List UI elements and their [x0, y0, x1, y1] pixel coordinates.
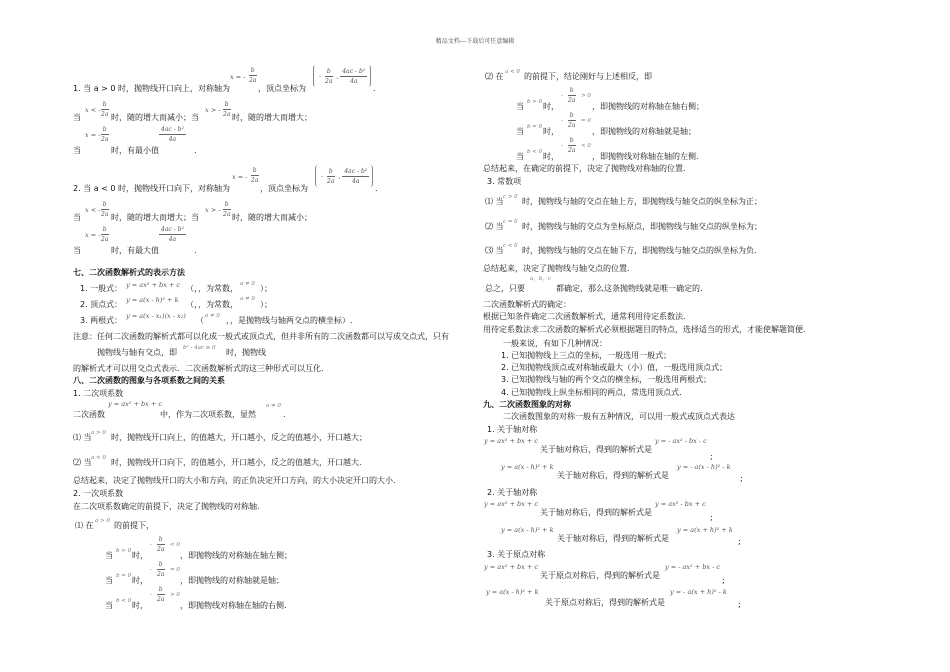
sign: = 0 [581, 118, 591, 124]
constant-case-3-label: ⑶ 当 [485, 246, 504, 255]
ratio-fraction: $\frac{b}{2a}$ [568, 112, 576, 129]
period: . [375, 184, 378, 193]
condition: a ≠ 0 [266, 403, 281, 409]
linear-coefficient-title: 2. 一次项系数 [73, 489, 124, 498]
general-form-formula: y = ax² + bx + c [126, 281, 181, 289]
case-2-label: ⑵ 当 [73, 458, 92, 467]
when-label: 当 [105, 551, 113, 560]
axis-is-y-text: ，即抛物线的对称轴就是轴； [592, 127, 696, 136]
x-greater-formula: x > - [205, 206, 221, 214]
premise-label: ⑵ 在 [485, 72, 504, 81]
minus: - [561, 118, 563, 124]
x-axis-result-text: 关于轴对称后，得到的解析式是 [540, 445, 652, 454]
x-equal-formula: x = - [85, 231, 101, 239]
condition: b > 0 [116, 548, 132, 554]
sign: > 0 [170, 592, 180, 598]
then-label: 时， [132, 576, 148, 585]
close-paren: ）； [260, 284, 272, 293]
constant-case-2-text: 时，抛物线与轴的交点为坐标原点，即抛物线与轴交点的纵坐标为； [522, 222, 762, 231]
summary-2: 总结起来，在确定的前提下，决定了抛物线对称轴的位置. [483, 164, 686, 173]
x-greater-formula: x > - [205, 106, 221, 114]
axis-fraction: $\frac{b}{2a}$ [251, 167, 259, 184]
when-label: 当 [516, 127, 524, 136]
case-three-points: 1. 已知抛物线上三点的坐标，一般选用一般式； [501, 351, 672, 360]
determination-title: 二次函数解析式的确定： [483, 300, 571, 309]
sign: < 0 [170, 542, 180, 548]
semicolon: ; [738, 537, 741, 546]
then-label: 时， [543, 127, 559, 136]
x-equal-fraction: $\frac{b}{2a}$ [101, 226, 109, 243]
section-7-title: 七、二次函数解析式的表示方法 [73, 268, 185, 277]
origin-vertex-result: y = - a(x + h)² - k [670, 588, 727, 596]
condition: a < 0 [91, 455, 106, 461]
axis-left-text: ，即抛物线对称轴在轴的左侧. [592, 152, 699, 161]
period: . [283, 410, 286, 419]
x-equal-formula: x = - [85, 131, 101, 139]
min-value-fraction: $\frac{\text{4ac - b²}}{4a}$ [161, 126, 184, 143]
root-form-label: 3. 两根式： [80, 316, 123, 325]
axis-left-text: ，即抛物线的对称轴在轴左侧； [180, 551, 292, 560]
open-paren: （ [196, 316, 204, 325]
x-axis-vertex-result: y = - a(x - h)² - k [677, 463, 731, 471]
case-two-roots: 3. 已知抛物线与轴的两个交点的横坐标，一般选用两根式； [501, 375, 712, 384]
discriminant-condition: b² - 4ac ≥ 0 [183, 345, 216, 351]
case-a-negative: 2. 当 a < 0 时，抛物线开口向下，对称轴为 [73, 184, 231, 193]
constant-case-2-label: ⑵ 当 [485, 222, 504, 231]
when-label: 当 [516, 152, 524, 161]
vertex-form-note: （，，为常数， [186, 300, 238, 309]
condition: b = 0 [116, 573, 132, 579]
axis-right-text: ，即抛物线的对称轴在轴右侧； [592, 102, 704, 111]
when-label: 当 [73, 246, 81, 255]
vertex-label: ，顶点坐标为 [260, 184, 308, 193]
case-same-ordinate: 4. 已知抛物线上纵坐标相同的两点，常选用顶点式． [501, 388, 688, 397]
semicolon: ; [722, 576, 725, 585]
premise-label: ⑴ 在 [75, 521, 94, 530]
when-label: 当 [105, 576, 113, 585]
axis-right-text: ，即抛物线对称轴在轴的右侧. [180, 601, 287, 610]
min-value-text: 时，有最小值 [111, 146, 159, 155]
x-greater-fraction: $\frac{b}{2a}$ [223, 201, 231, 218]
section-9-title: 九、二次函数图象的对称 [483, 400, 571, 409]
increase-text: 时，随的增大而增大； [232, 113, 312, 122]
case-1-text: 时，抛物线开口向上，的值越大，开口越小，反之的值越小，开口越大； [111, 433, 367, 442]
summary-4-tail: 都确定，那么这条抛物线就是唯一确定的. [556, 284, 703, 293]
x-less-fraction: $\frac{b}{2a}$ [101, 201, 109, 218]
condition: b < 0 [116, 598, 132, 604]
constant-case-1-label: ⑴ 当 [485, 197, 504, 206]
minus: - [561, 143, 563, 149]
when-label: 当 [73, 113, 81, 122]
x-axis-general-result: y = - ax² - bx - c [655, 437, 707, 445]
condition: c < 0 [503, 243, 518, 249]
x-less-fraction: $\frac{b}{2a}$ [101, 101, 109, 118]
ratio-fraction: $\frac{b}{2a}$ [568, 137, 576, 154]
case-a-positive: 1. 当 a > 0 时，抛物线开口向上，对称轴为 [73, 84, 231, 93]
origin-result-text: 关于原点对称后，得到的解析式是 [540, 571, 660, 580]
condition: a ≠ 0 [205, 313, 220, 319]
linear-coefficient-text: 在二次项系数确定的前提下，决定了抛物线的对称轴. [73, 502, 260, 511]
semicolon: ; [738, 600, 741, 609]
axis-fraction: $\frac{b}{2a}$ [249, 67, 257, 84]
minus: - [150, 592, 152, 598]
summary-1: 总结起来，决定了抛物线开口的大小和方向，的正负决定开口方向，的大小决定开口的大小. [73, 476, 396, 485]
premise-text: 的前提下， [114, 521, 154, 530]
period: . [194, 246, 197, 255]
axis-is-y-text: ，即抛物线的对称轴就是轴； [180, 576, 284, 585]
summary-4: 总之，只要 [485, 284, 525, 293]
when-label: 当 [73, 213, 81, 222]
axis-formula-label: x = - [232, 173, 248, 181]
then-label: 时， [543, 152, 559, 161]
max-value-text: 时，有最大值 [111, 246, 159, 255]
condition: a < 0 [505, 69, 520, 75]
y-axis-result-text: 关于轴对称后，得到的解析式是 [540, 508, 652, 517]
general-formula: y = ax² + bx + c [484, 563, 539, 571]
x-axis-title: 1. 关于轴对称 [487, 425, 538, 434]
condition: a > 0 [95, 518, 110, 524]
note-line-2: 抛物线与轴有交点，即 [97, 348, 177, 357]
condition: b = 0 [527, 124, 543, 130]
vertex-form-label: 2. 顶点式： [80, 300, 123, 309]
sign: > 0 [581, 93, 591, 99]
premise-text: 的前提下，结论刚好与上述相反，即 [524, 72, 652, 81]
period: . [194, 146, 197, 155]
then-label: 时， [543, 102, 559, 111]
condition: c > 0 [503, 194, 518, 200]
vertex-formula: y = a(x - h)² + k [486, 588, 539, 596]
semicolon: ; [740, 474, 743, 483]
y-axis-title: 2. 关于轴对称 [487, 488, 538, 497]
x-axis-result-text: 关于轴对称后，得到的解析式是 [557, 471, 669, 480]
vertex-label: ，顶点坐标为 [258, 84, 306, 93]
y-axis-general-result: y = ax² - bx + c [655, 500, 706, 508]
case-2-text: 时，抛物线开口向下，的值越小，开口越小，反之的值越大，开口越大. [111, 458, 362, 467]
condition: a ≠ 0 [240, 281, 255, 287]
constant-title: 3. 常数项 [487, 177, 522, 186]
ratio-fraction: $\frac{b}{2a}$ [157, 536, 165, 553]
ratio-fraction: $\frac{b}{2a}$ [568, 87, 576, 104]
general-formula: y = ax² + bx + c [484, 437, 539, 445]
then-label: 时， [132, 601, 148, 610]
case-1-label: ⑴ 当 [73, 433, 92, 442]
x-less-formula: x < - [85, 106, 101, 114]
decrease-text: 时，随的增大而减小； [232, 213, 312, 222]
x-greater-fraction: $\frac{b}{2a}$ [223, 101, 231, 118]
condition: b > 0 [527, 99, 543, 105]
origin-title: 3. 关于原点对称 [487, 550, 546, 559]
max-value-fraction: $\frac{\text{4ac - b²}}{4a}$ [161, 226, 184, 243]
general-formula: y = ax² + bx + c [484, 500, 539, 508]
vertex-form-formula: y = a(x - h)² + k [126, 296, 179, 304]
condition: b < 0 [527, 149, 543, 155]
x-equal-fraction: $\frac{b}{2a}$ [101, 126, 109, 143]
section-8-title: 八、二次函数的图象与各项系数之间的关系 [73, 376, 225, 385]
note-line-2-tail: 时，抛物线 [226, 348, 266, 357]
page-header: 精品文档---下载后可任意编辑 [435, 38, 515, 45]
quadratic-text-tail: 中，作为二次项系数，显然 [160, 410, 256, 419]
vertex-formula: y = a(x - h)² + k [501, 526, 554, 534]
vertex-coordinate: - $\frac{b}{2a}$ , $\frac{\text{4ac - b²}}{4a}$ [313, 65, 371, 87]
increase-text: 时，随的增大而增大；当 [111, 213, 199, 222]
axis-formula-label: x = - [230, 73, 246, 81]
y-axis-result-text: 关于轴对称后，得到的解析式是 [557, 534, 669, 543]
semicolon: ; [710, 452, 713, 461]
decrease-text: 时，随的增大而减小；当 [111, 113, 199, 122]
when-label: 当 [105, 601, 113, 610]
minus: - [561, 93, 563, 99]
constant-case-3-text: 时，抛物线与轴的交点在轴下方，即抛物线与轴交点的纵坐标为负. [522, 246, 757, 255]
minus: - [150, 567, 152, 573]
condition: a > 0 [91, 430, 106, 436]
origin-result-text: 关于原点对称后，得到的解析式是 [545, 598, 665, 607]
minus: - [150, 542, 152, 548]
root-form-note: ，，是抛物线与轴两交点的横坐标）. [226, 316, 353, 325]
close-paren: ）； [260, 300, 272, 309]
summary-3: 总结起来，决定了抛物线与轴交点的位置. [483, 264, 630, 273]
when-label: 当 [73, 146, 81, 155]
symmetry-intro: 二次函数图象的对称一般有五种情况，可以用一般式或顶点式表达 [503, 412, 735, 421]
origin-general-result: y = - ax² + bx - c [665, 563, 721, 571]
quadratic-coefficient-title: 1. 二次项系数 [73, 389, 124, 398]
sign: < 0 [581, 143, 591, 149]
quadratic-text: 二次函数 [73, 410, 105, 419]
coefficients: a，b，c [530, 276, 551, 282]
when-label: 当 [516, 102, 524, 111]
general-form-label: 1. 一般式： [80, 284, 123, 293]
ratio-fraction: $\frac{b}{2a}$ [157, 586, 165, 603]
then-label: 时， [132, 551, 148, 560]
sign: = 0 [170, 567, 180, 573]
determination-line-1: 根据已知条件确定二次函数解析式，通常利用待定系数法． [483, 312, 691, 321]
ratio-fraction: $\frac{b}{2a}$ [157, 561, 165, 578]
determination-line-3: 一般来说，有如下几种情况： [503, 339, 607, 348]
vertex-coordinate: - $\frac{b}{2a}$ , $\frac{\text{4ac - b²}}{4a}$ [315, 165, 373, 187]
case-vertex: 2. 已知抛物线顶点或对称轴或最大（小）值，一般选用顶点式； [501, 363, 728, 372]
general-form-note: （，，为常数， [186, 284, 238, 293]
period: . [373, 84, 376, 93]
vertex-formula: y = a(x - h)² + k [501, 463, 554, 471]
y-axis-vertex-result: y = a(x + h)² + k [677, 526, 733, 534]
constant-case-1-text: 时，抛物线与轴的交点在轴上方，即抛物线与轴交点的纵坐标为正； [522, 197, 762, 206]
root-form-formula: y = a(x - x₁)(x - x₂) [126, 312, 186, 320]
note-line-3: 的解析式才可以用交点式表示．二次函数解析式的这三种形式可以互化. [73, 364, 324, 373]
determination-line-2: 用待定系数法求二次函数的解析式必须根据题目的特点，选择适当的形式，才能使解题简便． [483, 325, 811, 334]
condition: c = 0 [503, 219, 518, 225]
semicolon: ; [710, 513, 713, 522]
condition: a ≠ 0 [240, 296, 255, 302]
quadratic-formula: y = ax² + bx + c [108, 400, 163, 408]
x-less-formula: x < - [85, 206, 101, 214]
note-line-1: 注意：任何二次函数的解析式都可以化成一般式或顶点式，但并非所有的二次函数都可以写成交点式，只有 [73, 332, 449, 341]
